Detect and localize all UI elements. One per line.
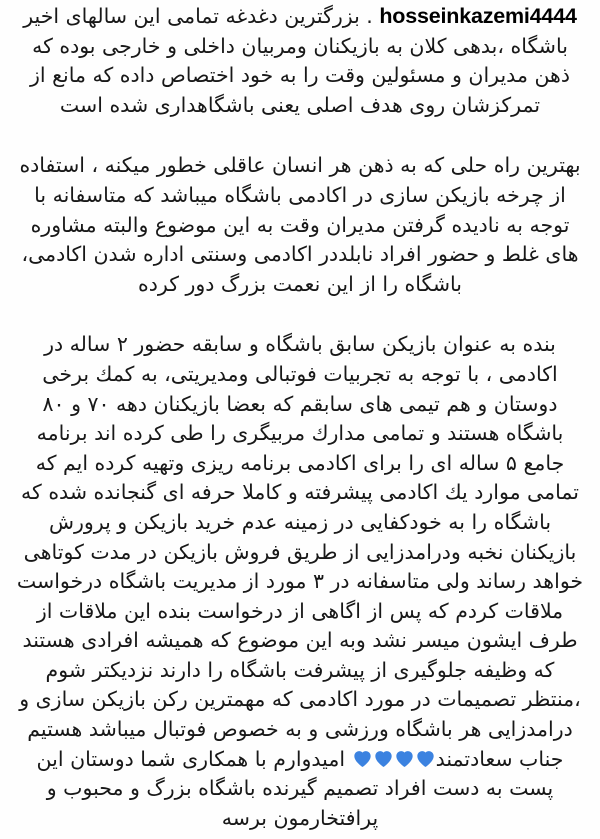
username-label[interactable]: hosseinkazemi4444 xyxy=(379,4,577,28)
blue-heart-icon xyxy=(394,748,415,769)
caption-paragraph-1 xyxy=(14,2,586,120)
caption-paragraph-1-text: . بزرگترین دغدغه تمامی این سالهای اخیر باشگاه ،بدهی کلان به بازیکنان ومربیان داخلی و خارجی بوده که ذهن مدیران و مسئولین وقت را به خود اختصاص داده که مانع از تمرکزشان روی هدف اصلی یعنی باشگاهداری شده است xyxy=(23,4,570,117)
caption-paragraph-3-text: بنده به عنوان بازیکن سابق باشگاه و سابقه حضور ۲ ساله در اکادمی ، با توجه به تجربیات فوتبالی ومدیریتی، به کمك برخی دوستان و هم تیمی های سابقم که بعضا بازیکنان دهه ۷۰ و ۸۰ باشگاه هستند و تمامی مدارك مربیگری را طی کرده اند برنامه جامع ۵ ساله ای را برای اکادمی برنامه ریزی وتهیه کرده ایم که تمامی موارد یك اکادمی پیشرفته و کاملا حرفه ای گنجانده شده که باشگاه را به خودکفایی در زمینه عدم خرید بازیکن و پرورش بازیکنان نخبه ودرامدزایی از طریق فروش بازیکن در مدت کوتاهی خواهد رساند ولی متاسفانه در ۳ مورد از مدیریت باشگاه درخواست ملاقات کردم که پس از اگاهی از درخواست بنده این ملاقات از طرف ایشون میسر نشد وبه این موضوع که همیشه افرادی هستند که وظیفه جلوگیری از پیشرفت باشگاه را دارند نزدیکتر شوم ،منتظر تصمیمات در مورد اکادمی که مهمترین رکن بازیکن سازی و درامدزایی هر باشگاه ورزشی و به خصوص فوتبال میباشد هستیم جناب سعادتمند xyxy=(16,332,584,771)
caption-paragraph-3 xyxy=(14,330,586,833)
blue-heart-icon xyxy=(373,748,394,769)
caption-paragraph-2-text: بهترین راه حلی که به ذهن هر انسان عاقلی خطور میکنه ، استفاده از چرخه بازیکن سازی در اکادمی باشگاه میباشد که متاسفانه با توجه به نادیده گرفتن مدیران وقت به این موضوع والبته مشاوره های غلط و حضور افراد نابلددر اکادمی وسنتی اداره شدن اکادمی، باشگاه را از این نعمت بزرگ دور کرده xyxy=(19,153,581,296)
blue-heart-icon xyxy=(415,748,436,769)
caption-closing-text: امیدوارم با همکاری شما دوستان این پست به دست افراد تصمیم گیرنده باشگاه بزرگ و محبوب و پرافتخارمون برسه xyxy=(36,746,554,830)
blue-heart-icon xyxy=(352,748,373,769)
caption-paragraph-2 xyxy=(14,151,586,299)
